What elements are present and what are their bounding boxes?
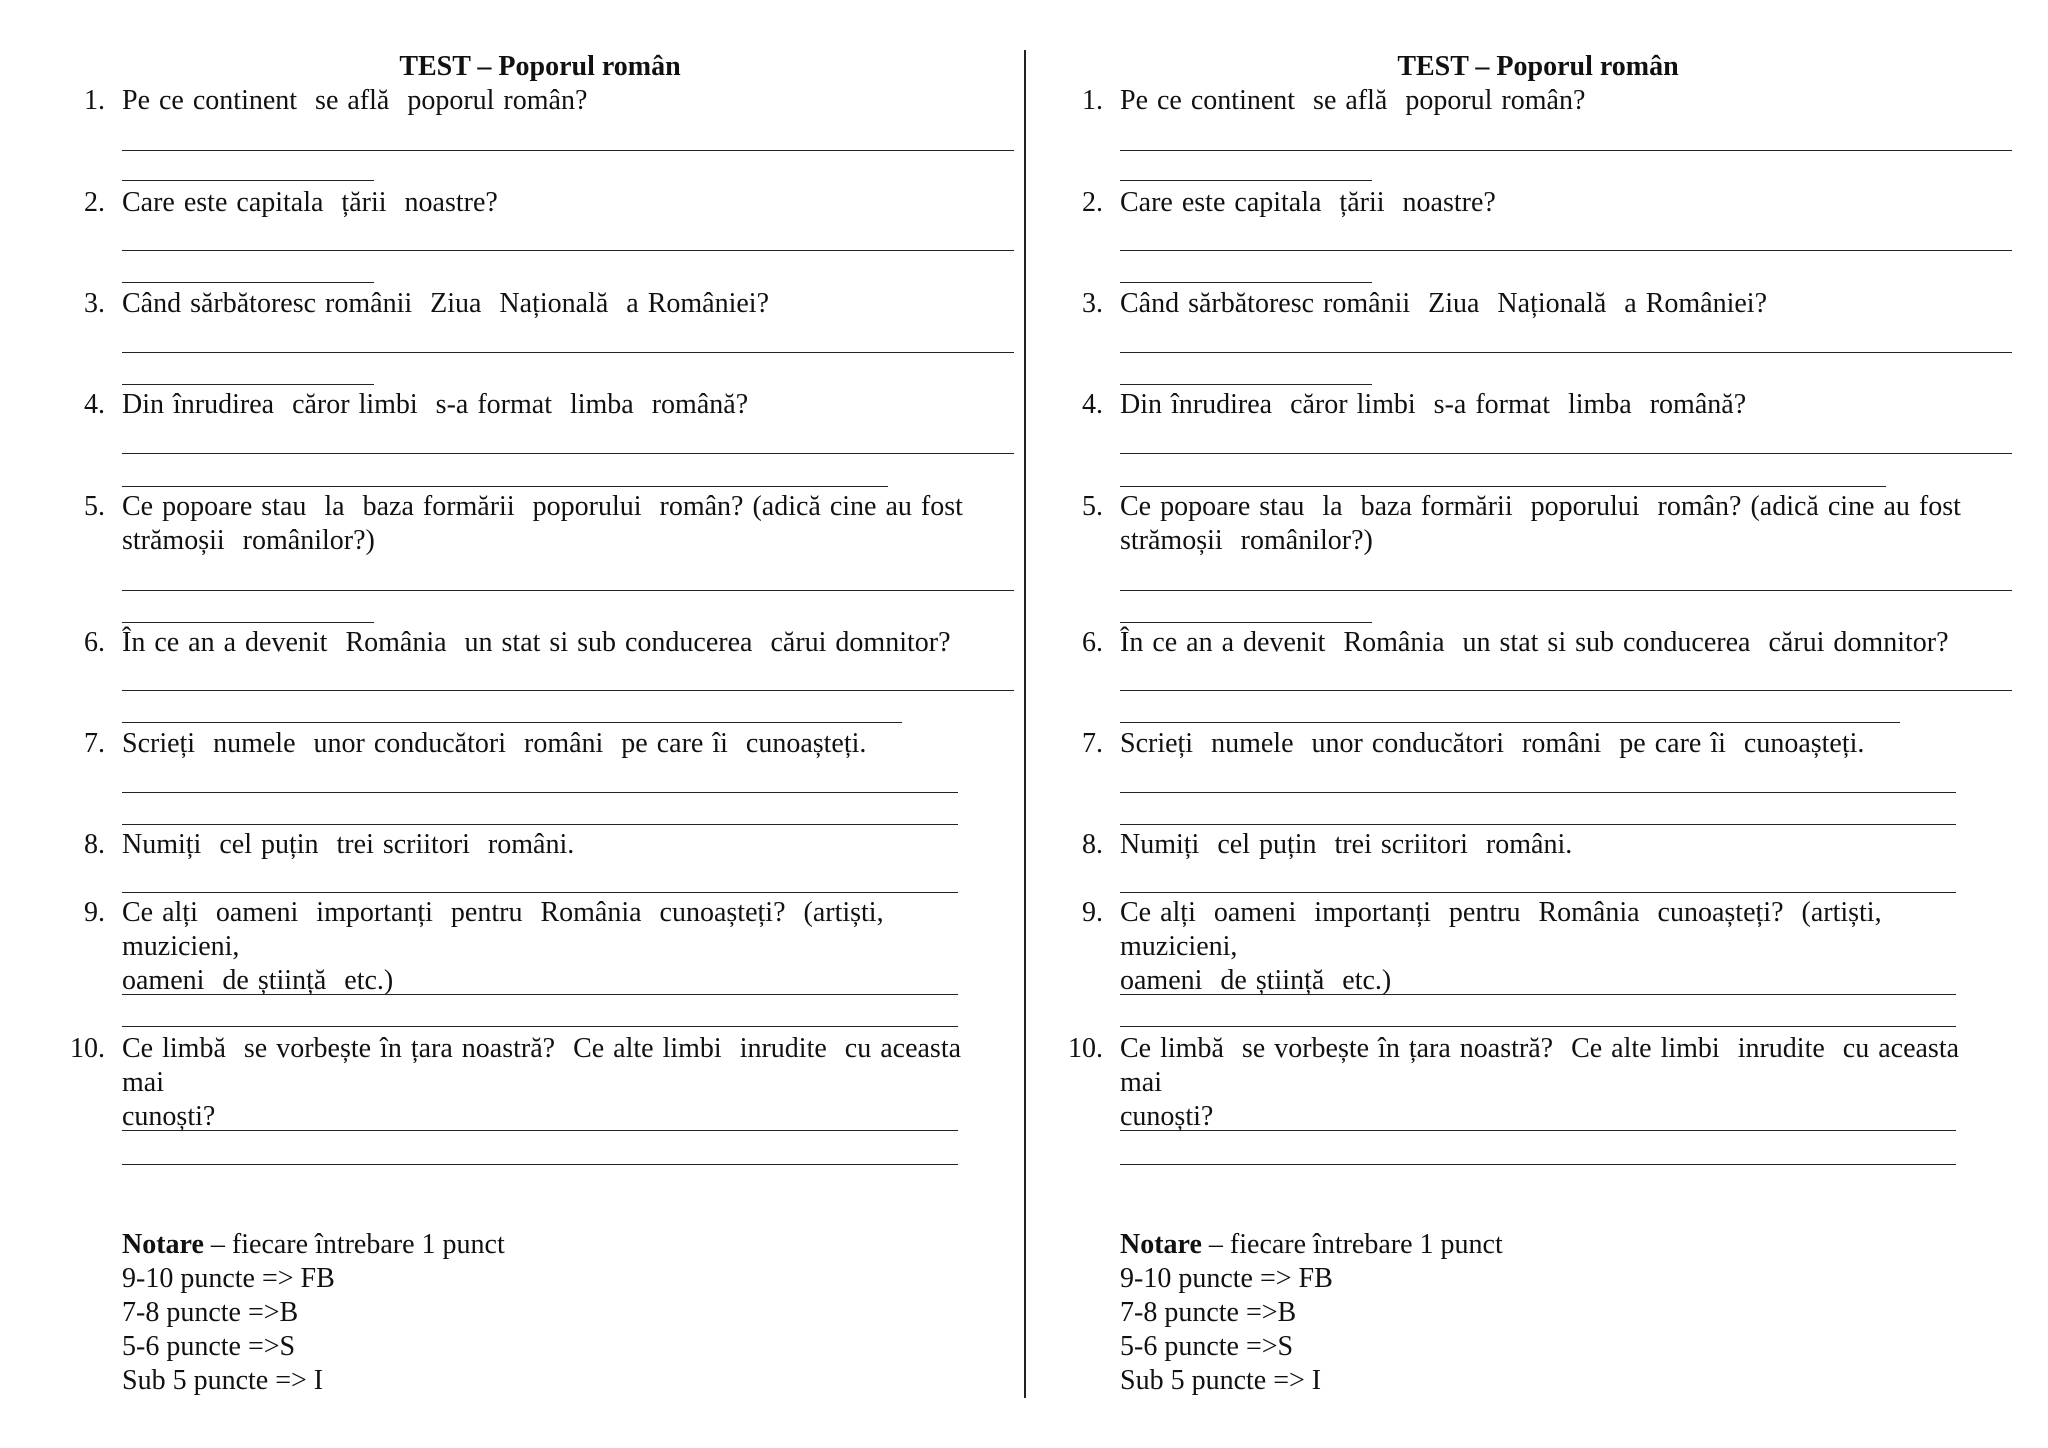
question-text: Scrieți numele unor conducători români pe care îi cunoașteți. [1120,728,1865,759]
answer-line[interactable] [122,792,958,793]
grading-scale [122,1228,505,1398]
grade-s: 5-6 puncte =>S [122,1331,296,1362]
answer-line[interactable] [122,1026,958,1027]
answer-line[interactable] [122,453,1014,454]
answer-line[interactable] [1120,690,2012,691]
grade-b: 7-8 puncte =>B [122,1297,299,1328]
question-text: Ce limbă se vorbește în țara noastră? Ce alte limbi inrudite cu aceasta mai cunoști? [122,1033,962,1132]
answer-line[interactable] [1120,384,1372,385]
answer-line[interactable] [122,622,374,623]
question-text: Ce alți oameni importanți pentru România cunoașteți? (artiști, muzicieni, oameni de știință etc.) [1120,897,1882,996]
question-text: Ce alți oameni importanți pentru România cunoașteți? (artiști, muzicieni, oameni de știință etc.) [122,897,884,996]
question-text: Pe ce continent se află poporul român? [1120,85,1586,116]
grade-s: 5-6 puncte =>S [1120,1331,1294,1362]
question-number: 5. [1082,491,1103,522]
test-copy-left [60,0,1000,1448]
answer-line[interactable] [122,180,374,181]
question-number: 1. [1082,85,1103,116]
question-text: În ce an a devenit România un stat si sub conducerea cărui domnitor? [122,627,951,658]
answer-line[interactable] [1120,622,1372,623]
question-number: 3. [1082,288,1103,319]
answer-line[interactable] [1120,590,2012,591]
test-title: TEST – Poporul român [399,51,681,82]
grade-fb: 9-10 puncte => FB [1120,1263,1333,1294]
question-number: 5. [84,491,105,522]
test-title: TEST – Poporul român [1397,51,1679,82]
answer-line[interactable] [122,994,958,995]
question-number: 10. [70,1033,105,1064]
question-number: 4. [84,389,105,420]
test-copy-right [1058,0,1998,1448]
answer-line[interactable] [1120,994,1956,995]
answer-line[interactable] [122,282,374,283]
answer-line[interactable] [1120,1026,1956,1027]
answer-line[interactable] [122,590,1014,591]
question-number: 9. [1082,897,1103,928]
answer-line[interactable] [122,1130,958,1131]
answer-line[interactable] [122,892,958,893]
question-text: Ce popoare stau la baza formării poporului român? (adică cine au fost strămoșii românilor?) [1120,491,1961,556]
question-number: 7. [1082,728,1103,759]
answer-line[interactable] [122,352,1014,353]
column-divider [1024,50,1026,1398]
answer-line[interactable] [1120,150,2012,151]
question-number: 9. [84,897,105,928]
question-number: 6. [84,627,105,658]
grade-i: Sub 5 puncte => I [1120,1365,1322,1396]
question-text: Numiți cel puțin trei scriitori români. [1120,829,1573,860]
question-number: 6. [1082,627,1103,658]
question-text: Ce limbă se vorbește în țara noastră? Ce alte limbi inrudite cu aceasta mai cunoști? [1120,1033,1960,1132]
question-number: 8. [1082,829,1103,860]
answer-line[interactable] [1120,282,1372,283]
answer-line[interactable] [1120,792,1956,793]
grade-b: 7-8 puncte =>B [1120,1297,1297,1328]
grade-i: Sub 5 puncte => I [122,1365,324,1396]
answer-line[interactable] [1120,486,1886,487]
question-number: 10. [1068,1033,1103,1064]
answer-line[interactable] [122,722,902,723]
question-text: În ce an a devenit România un stat si sub conducerea cărui domnitor? [1120,627,1949,658]
answer-line[interactable] [1120,453,2012,454]
question-text: Scrieți numele unor conducători români pe care îi cunoașteți. [122,728,867,759]
answer-line[interactable] [122,384,374,385]
question-text: Pe ce continent se află poporul român? [122,85,588,116]
question-text: Din înrudirea căror limbi s-a format limba română? [1120,389,1747,420]
question-text: Numiți cel puțin trei scriitori români. [122,829,575,860]
grading-scale [1120,1228,1503,1398]
answer-line[interactable] [122,824,958,825]
question-number: 7. [84,728,105,759]
answer-line[interactable] [122,486,888,487]
question-text: Ce popoare stau la baza formării poporului român? (adică cine au fost strămoșii românilor?) [122,491,963,556]
answer-line[interactable] [1120,1164,1956,1165]
answer-line[interactable] [1120,722,1900,723]
question-text: Când sărbătoresc românii Ziua Națională a României? [122,288,770,319]
answer-line[interactable] [1120,824,1956,825]
question-number: 8. [84,829,105,860]
answer-line[interactable] [1120,892,1956,893]
question-number: 3. [84,288,105,319]
answer-line[interactable] [122,150,1014,151]
answer-line[interactable] [122,690,1014,691]
grading-label: Notare [1120,1229,1202,1260]
question-text: Care este capitala țării noastre? [122,187,498,218]
answer-line[interactable] [1120,180,1372,181]
grading-rule: – fiecare întrebare 1 punct [203,1229,505,1260]
question-text: Din înrudirea căror limbi s-a format limba română? [122,389,749,420]
grading-label: Notare [122,1229,204,1260]
question-number: 1. [84,85,105,116]
question-number: 4. [1082,389,1103,420]
answer-line[interactable] [1120,1130,1956,1131]
question-number: 2. [1082,187,1103,218]
answer-line[interactable] [122,1164,958,1165]
question-text: Care este capitala țării noastre? [1120,187,1496,218]
question-number: 2. [84,187,105,218]
answer-line[interactable] [1120,352,2012,353]
question-text: Când sărbătoresc românii Ziua Națională a României? [1120,288,1768,319]
answer-line[interactable] [122,250,1014,251]
grading-rule: – fiecare întrebare 1 punct [1201,1229,1503,1260]
grade-fb: 9-10 puncte => FB [122,1263,335,1294]
answer-line[interactable] [1120,250,2012,251]
